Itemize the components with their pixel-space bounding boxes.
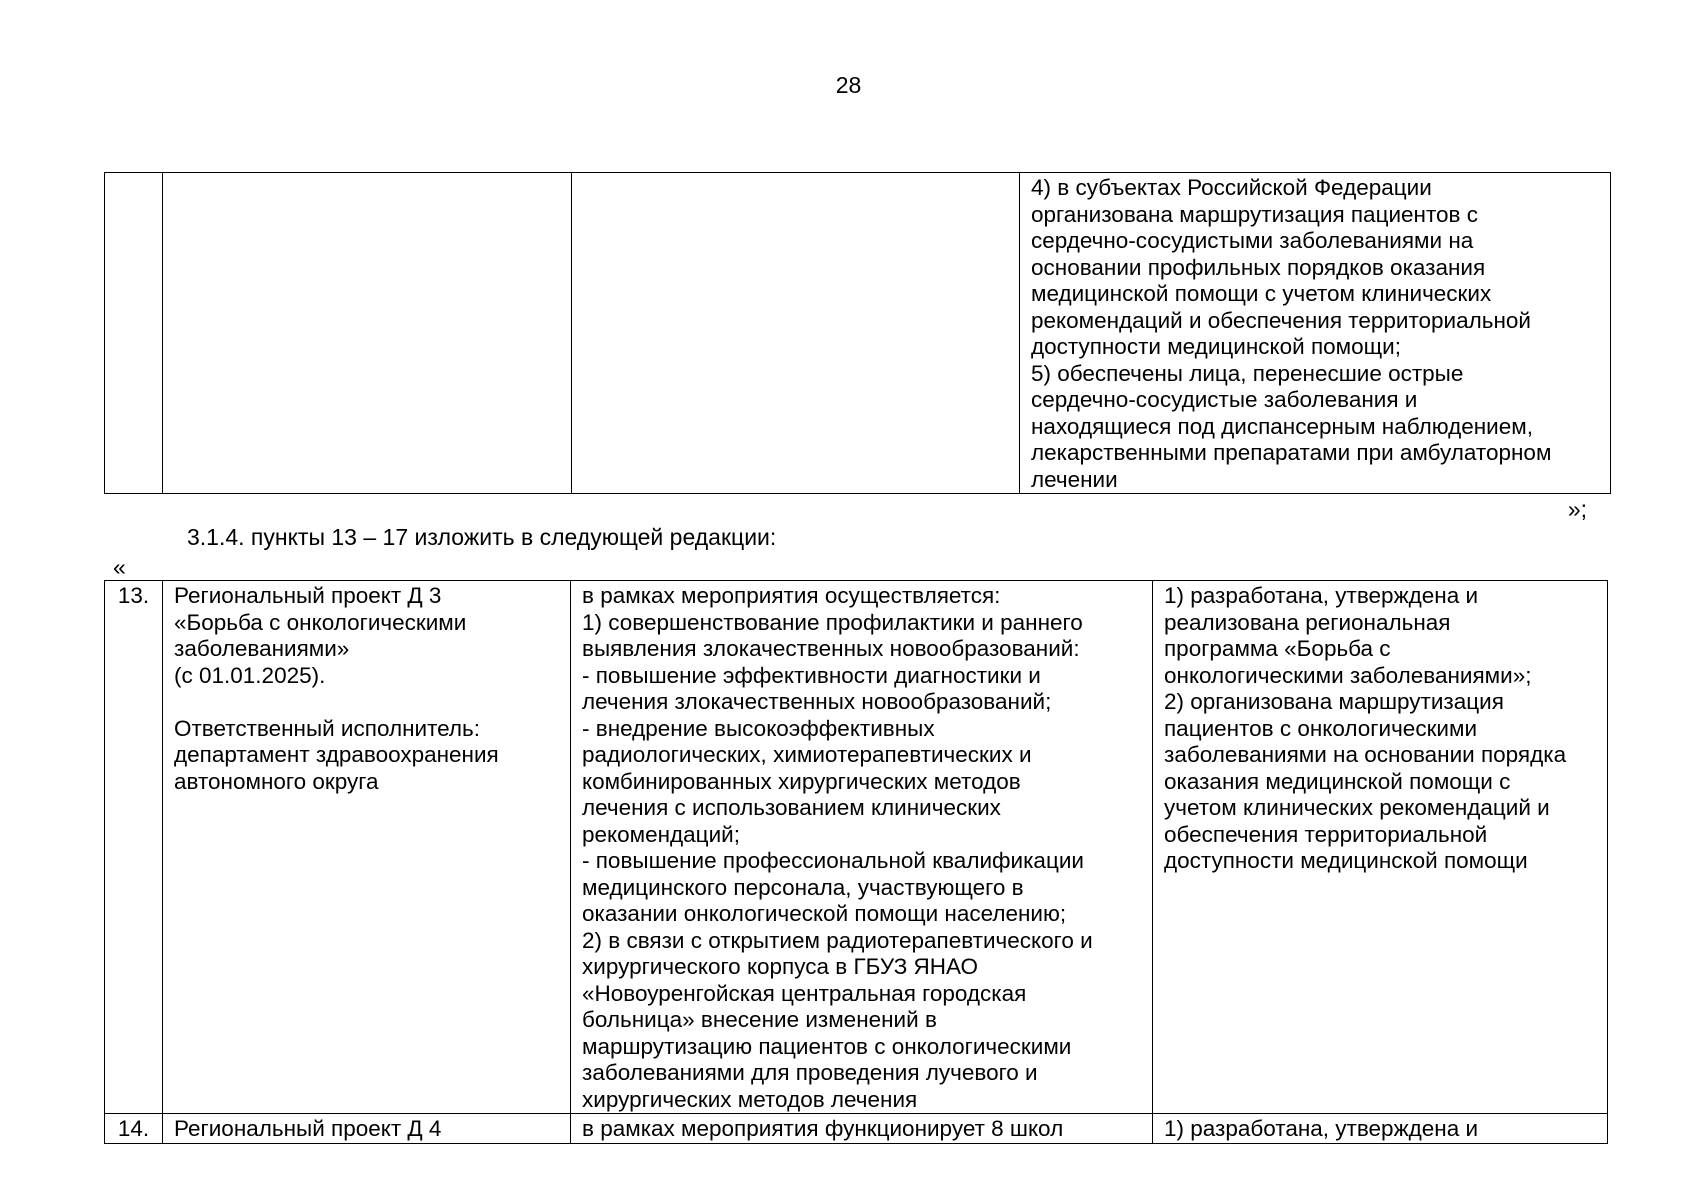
- closing-quote: »;: [1567, 496, 1587, 522]
- row-number-cell: 14.: [105, 1114, 163, 1144]
- row-number-cell: 13.: [105, 581, 163, 1114]
- results-cell: 1) разработана, утверждена и: [1153, 1114, 1608, 1144]
- results-cell: 1) разработана, утверждена и реализована региональная программа «Борьба с онкологическими заболеваниями»; 2) организована маршрутизация пациентов с онкологическими заболеваниями на основании порядка оказания медицинской помощи с учетом клинических рекомендаций и обеспечения территориальной доступности медицинской помощи: [1153, 581, 1608, 1114]
- activities-cell: [572, 173, 1020, 494]
- results-cell: 4) в субъектах Российской Федерации организована маршрутизация пациентов с сердечно-сосудистыми заболеваниями на основании профильных порядков оказания медицинской помощи с учетом клинических рекомендаций и обеспечения территориальной доступности медицинской помощи; 5) обеспечены лица, перенесшие острые сердечно-сосудистые заболевания и находящиеся под диспансерным наблюдением, лекарственными препаратами при амбулаторном лечении: [1020, 173, 1611, 494]
- previous-section-table: [104, 172, 1611, 494]
- page-number: 28: [835, 72, 862, 98]
- table-row: [105, 1114, 1608, 1144]
- table-row: [105, 581, 1608, 1114]
- activities-cell: в рамках мероприятия функционирует 8 школ: [571, 1114, 1153, 1144]
- opening-quote: «: [113, 554, 126, 580]
- activities-cell: в рамках мероприятия осуществляется: 1) совершенствование профилактики и раннего выявления злокачественных новообразований: - повышение эффективности диагностики и лечения злокачественных новообразований; - внедрение высокоэффективных радиологических, химиотерапевтических и комбинированных хирургических методов лечения с использованием клинических рекомендаций; - повышение профессиональной квалификации медицинского персонала, участвующего в оказании онкологической помощи населению; 2) в связи с открытием радиотерапевтического и хирургического корпуса в ГБУЗ ЯНАО «Новоуренгойская центральная городская больница» внесение изменений в маршрутизацию пациентов с онкологическими заболеваниями для проведения лучевого и хирургических методов лечения: [571, 581, 1153, 1114]
- project-cell: Региональный проект Д 4: [163, 1114, 571, 1144]
- table-row: [105, 173, 1611, 494]
- project-cell: [163, 173, 572, 494]
- amendment-instruction: 3.1.4. пункты 13 – 17 изложить в следующей редакции:: [187, 524, 777, 550]
- row-number-cell: [105, 173, 163, 494]
- amended-items-table: [104, 580, 1608, 1144]
- project-cell: Региональный проект Д 3 «Борьба с онкологическими заболеваниями» (с 01.01.2025). Ответственный исполнитель: департамент здравоохранения автономного округа: [163, 581, 571, 1114]
